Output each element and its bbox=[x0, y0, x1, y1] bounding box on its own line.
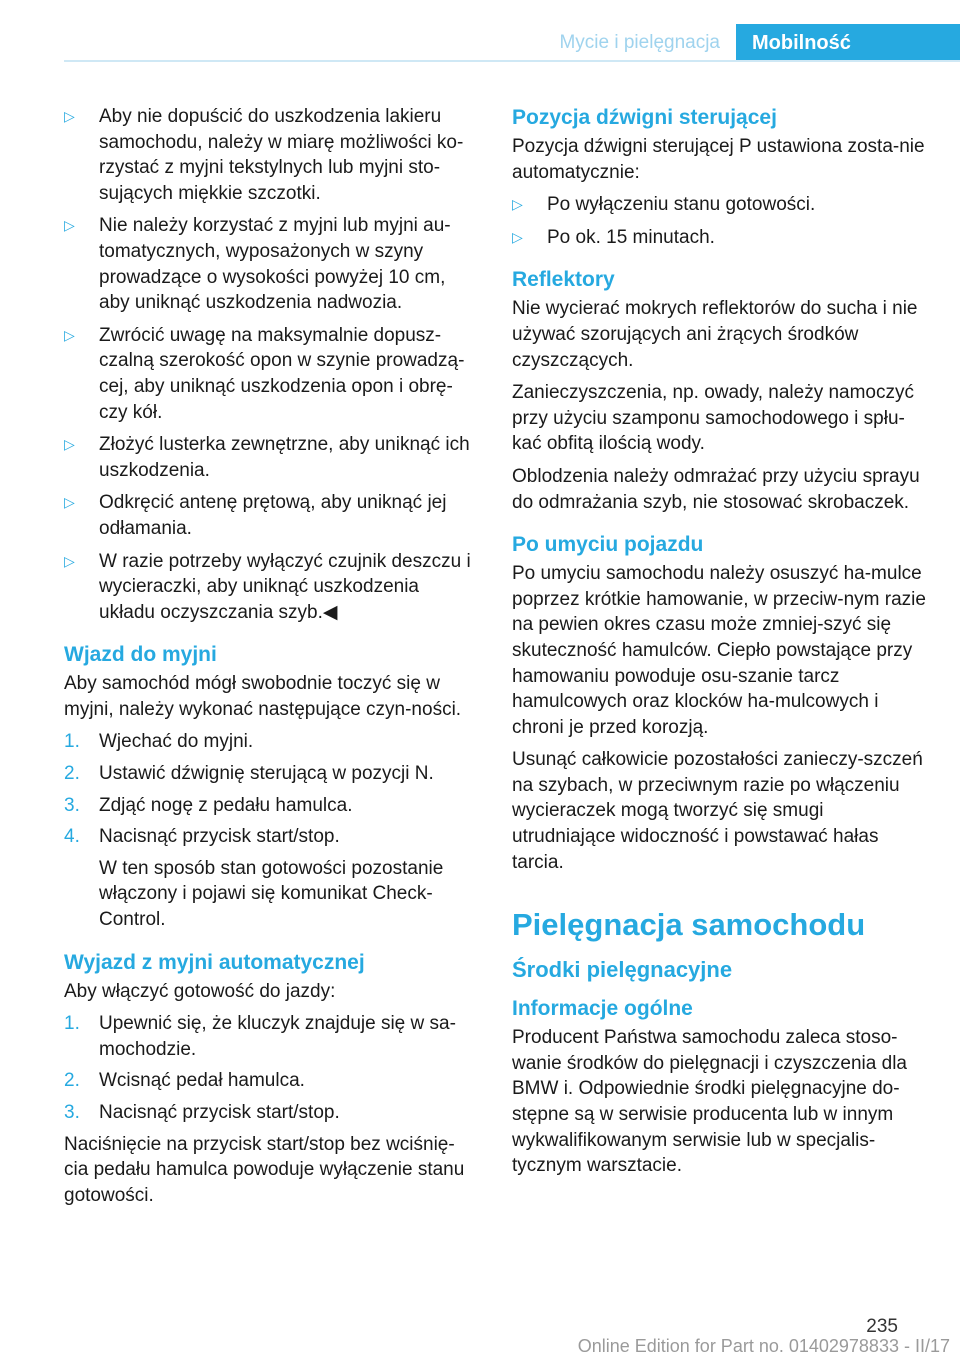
triangle-bullet-icon: ▷ bbox=[64, 436, 75, 453]
list-item: ▷ Nie należy korzystać z myjni lub myjni au‐tomatycznych, wyposażonych w szyny prowadzące o wysokości powyżej 10 cm, aby uniknąć uszkodzenia nadwozia. bbox=[64, 215, 451, 314]
step-item: 2. Wcisnąć pedał hamulca. bbox=[64, 1070, 305, 1092]
step-item: 3. Zdjąć nogę z pedału hamulca. bbox=[64, 794, 353, 816]
paragraph: Pozycja dźwigni sterującej P ustawiona zosta‐nie automatycznie: bbox=[512, 136, 925, 183]
step-item: 1. Wjechać do myjni. bbox=[64, 731, 254, 753]
paragraph: Zanieczyszczenia, np. owady, należy namoczyć przy użyciu szamponu samochodowego i spłu‐kać obfitą ilością wody. bbox=[512, 382, 914, 455]
list-item: ▷ W razie potrzeby wyłączyć czujnik deszczu i wycieraczki, aby uniknąć uszkodzenia układu oczyszczania szyb.◀ bbox=[64, 550, 471, 623]
list-item: ▷ Aby nie dopuścić do uszkodzenia lakieru samochodu, należy w miarę możliwości ko‐rzystać z myjni tekstylnych lub myjni sto‐sujących miękkie szczotki. bbox=[64, 106, 464, 204]
header-rule bbox=[64, 60, 960, 62]
triangle-bullet-icon: ▷ bbox=[512, 196, 523, 213]
triangle-bullet-icon: ▷ bbox=[64, 552, 75, 569]
heading-po-umyciu: Po umyciu pojazdu bbox=[512, 533, 704, 557]
heading-wyjazd: Wyjazd z myjni automatycznej bbox=[64, 950, 365, 974]
list-item: ▷ Zwrócić uwagę na maksymalnie dopusz‐czalną szerokość opon w szynie prowadzą‐cej, aby uniknąć uszkodzenia opon i obrę‐czy kół. bbox=[64, 324, 465, 423]
paragraph: Aby samochód mógł swobodnie toczyć się w myjni, należy wykonać następujące czyn‐ności. bbox=[64, 673, 462, 720]
paragraph: Po umyciu samochodu należy osuszyć ha‐mulce poprzez krótkie hamowanie, w przeciw‐nym razie na pewien okres czasu może zmniej‐szyć się skuteczność hamulców. Ciepło powstające przy hamowaniu powoduje osu‐szanie tarcz hamulcowych oraz klocków ha‐mulcowych i chroni je przed korozją. bbox=[512, 563, 926, 738]
right-column bbox=[512, 104, 932, 1186]
chapter-tab: Mobilność bbox=[736, 24, 960, 62]
page-header bbox=[64, 24, 960, 62]
list-item: ▷ Po wyłączeniu stanu gotowości. bbox=[512, 192, 932, 218]
triangle-bullet-icon: ▷ bbox=[512, 228, 523, 245]
list-item: ▷ Odkręcić antenę prętową, aby uniknąć jej odłamania. bbox=[64, 492, 447, 539]
page-number: 235 bbox=[866, 1316, 898, 1337]
paragraph: Usunąć całkowicie pozostałości zanieczy‐szczeń na szybach, w przeciwnym razie po włączeniu wycieraczek mogą tworzyć się smugi utrudniające widoczność i powstawać hałas tarcia. bbox=[512, 749, 923, 873]
triangle-bullet-icon: ▷ bbox=[64, 494, 75, 511]
section-tab: Mycie i pielęgnacja bbox=[559, 32, 720, 53]
paragraph: Nie wycierać mokrych reflektorów do sucha i nie używać szorujących ani żrących środków czyszczących. bbox=[512, 298, 918, 371]
paragraph: Oblodzenia należy odmrażać przy użyciu sprayu do odmrażania szyb, nie stosować skrobaczek. bbox=[512, 465, 920, 513]
step-item: 3. Nacisnąć przycisk start/stop. bbox=[64, 1102, 340, 1123]
heading-informacje: Informacje ogólne bbox=[512, 997, 693, 1021]
footer-edition: Online Edition for Part no. 01402978833 - II/17 bbox=[577, 1336, 950, 1356]
step-note: W ten sposób stan gotowości pozostanie włączony i pojawi się komunikat Check-Control. bbox=[99, 857, 444, 931]
step-item: 1. Upewnić się, że kluczyk znajduje się w sa‐mochodzie. bbox=[64, 1013, 456, 1060]
triangle-bullet-icon: ▷ bbox=[64, 326, 75, 343]
paragraph: Aby włączyć gotowość do jazdy: bbox=[64, 980, 336, 1002]
step-item: 2. Ustawić dźwignię sterującą w pozycji N. bbox=[64, 763, 434, 785]
heading-reflektory: Reflektory bbox=[512, 268, 615, 292]
chapter-title: Pielęgnacja samochodu bbox=[512, 907, 866, 943]
paragraph: Naciśnięcie na przycisk start/stop bez wciśnię‐cia pedału hamulca powoduje wyłączenie stanu gotowości. bbox=[64, 1133, 465, 1206]
paragraph: Producent Państwa samochodu zaleca stoso‐wanie środków do pielęgnacji i czyszczenia dla BMW i. Odpowiednie środki pielęgnacyjne do‐stępne są w serwisie producenta lub w innym wykwalifikowanym serwisie lub w specjalis‐tycznym warsztacie. bbox=[512, 1027, 907, 1177]
list-item: ▷ Złożyć lusterka zewnętrzne, aby uniknąć ich uszkodzenia. bbox=[64, 434, 470, 481]
heading-pozycja: Pozycja dźwigni sterującej bbox=[512, 106, 777, 129]
subsection-title: Środki pielęgnacyjne bbox=[512, 957, 733, 983]
triangle-bullet-icon: ▷ bbox=[64, 108, 75, 124]
triangle-bullet-icon: ▷ bbox=[64, 217, 75, 234]
step-item: 4. Nacisnąć przycisk start/stop. bbox=[64, 826, 340, 848]
left-column bbox=[64, 104, 478, 1215]
heading-wjazd: Wjazd do myjni bbox=[64, 643, 217, 667]
list-item: ▷ Po ok. 15 minutach. bbox=[512, 225, 932, 251]
